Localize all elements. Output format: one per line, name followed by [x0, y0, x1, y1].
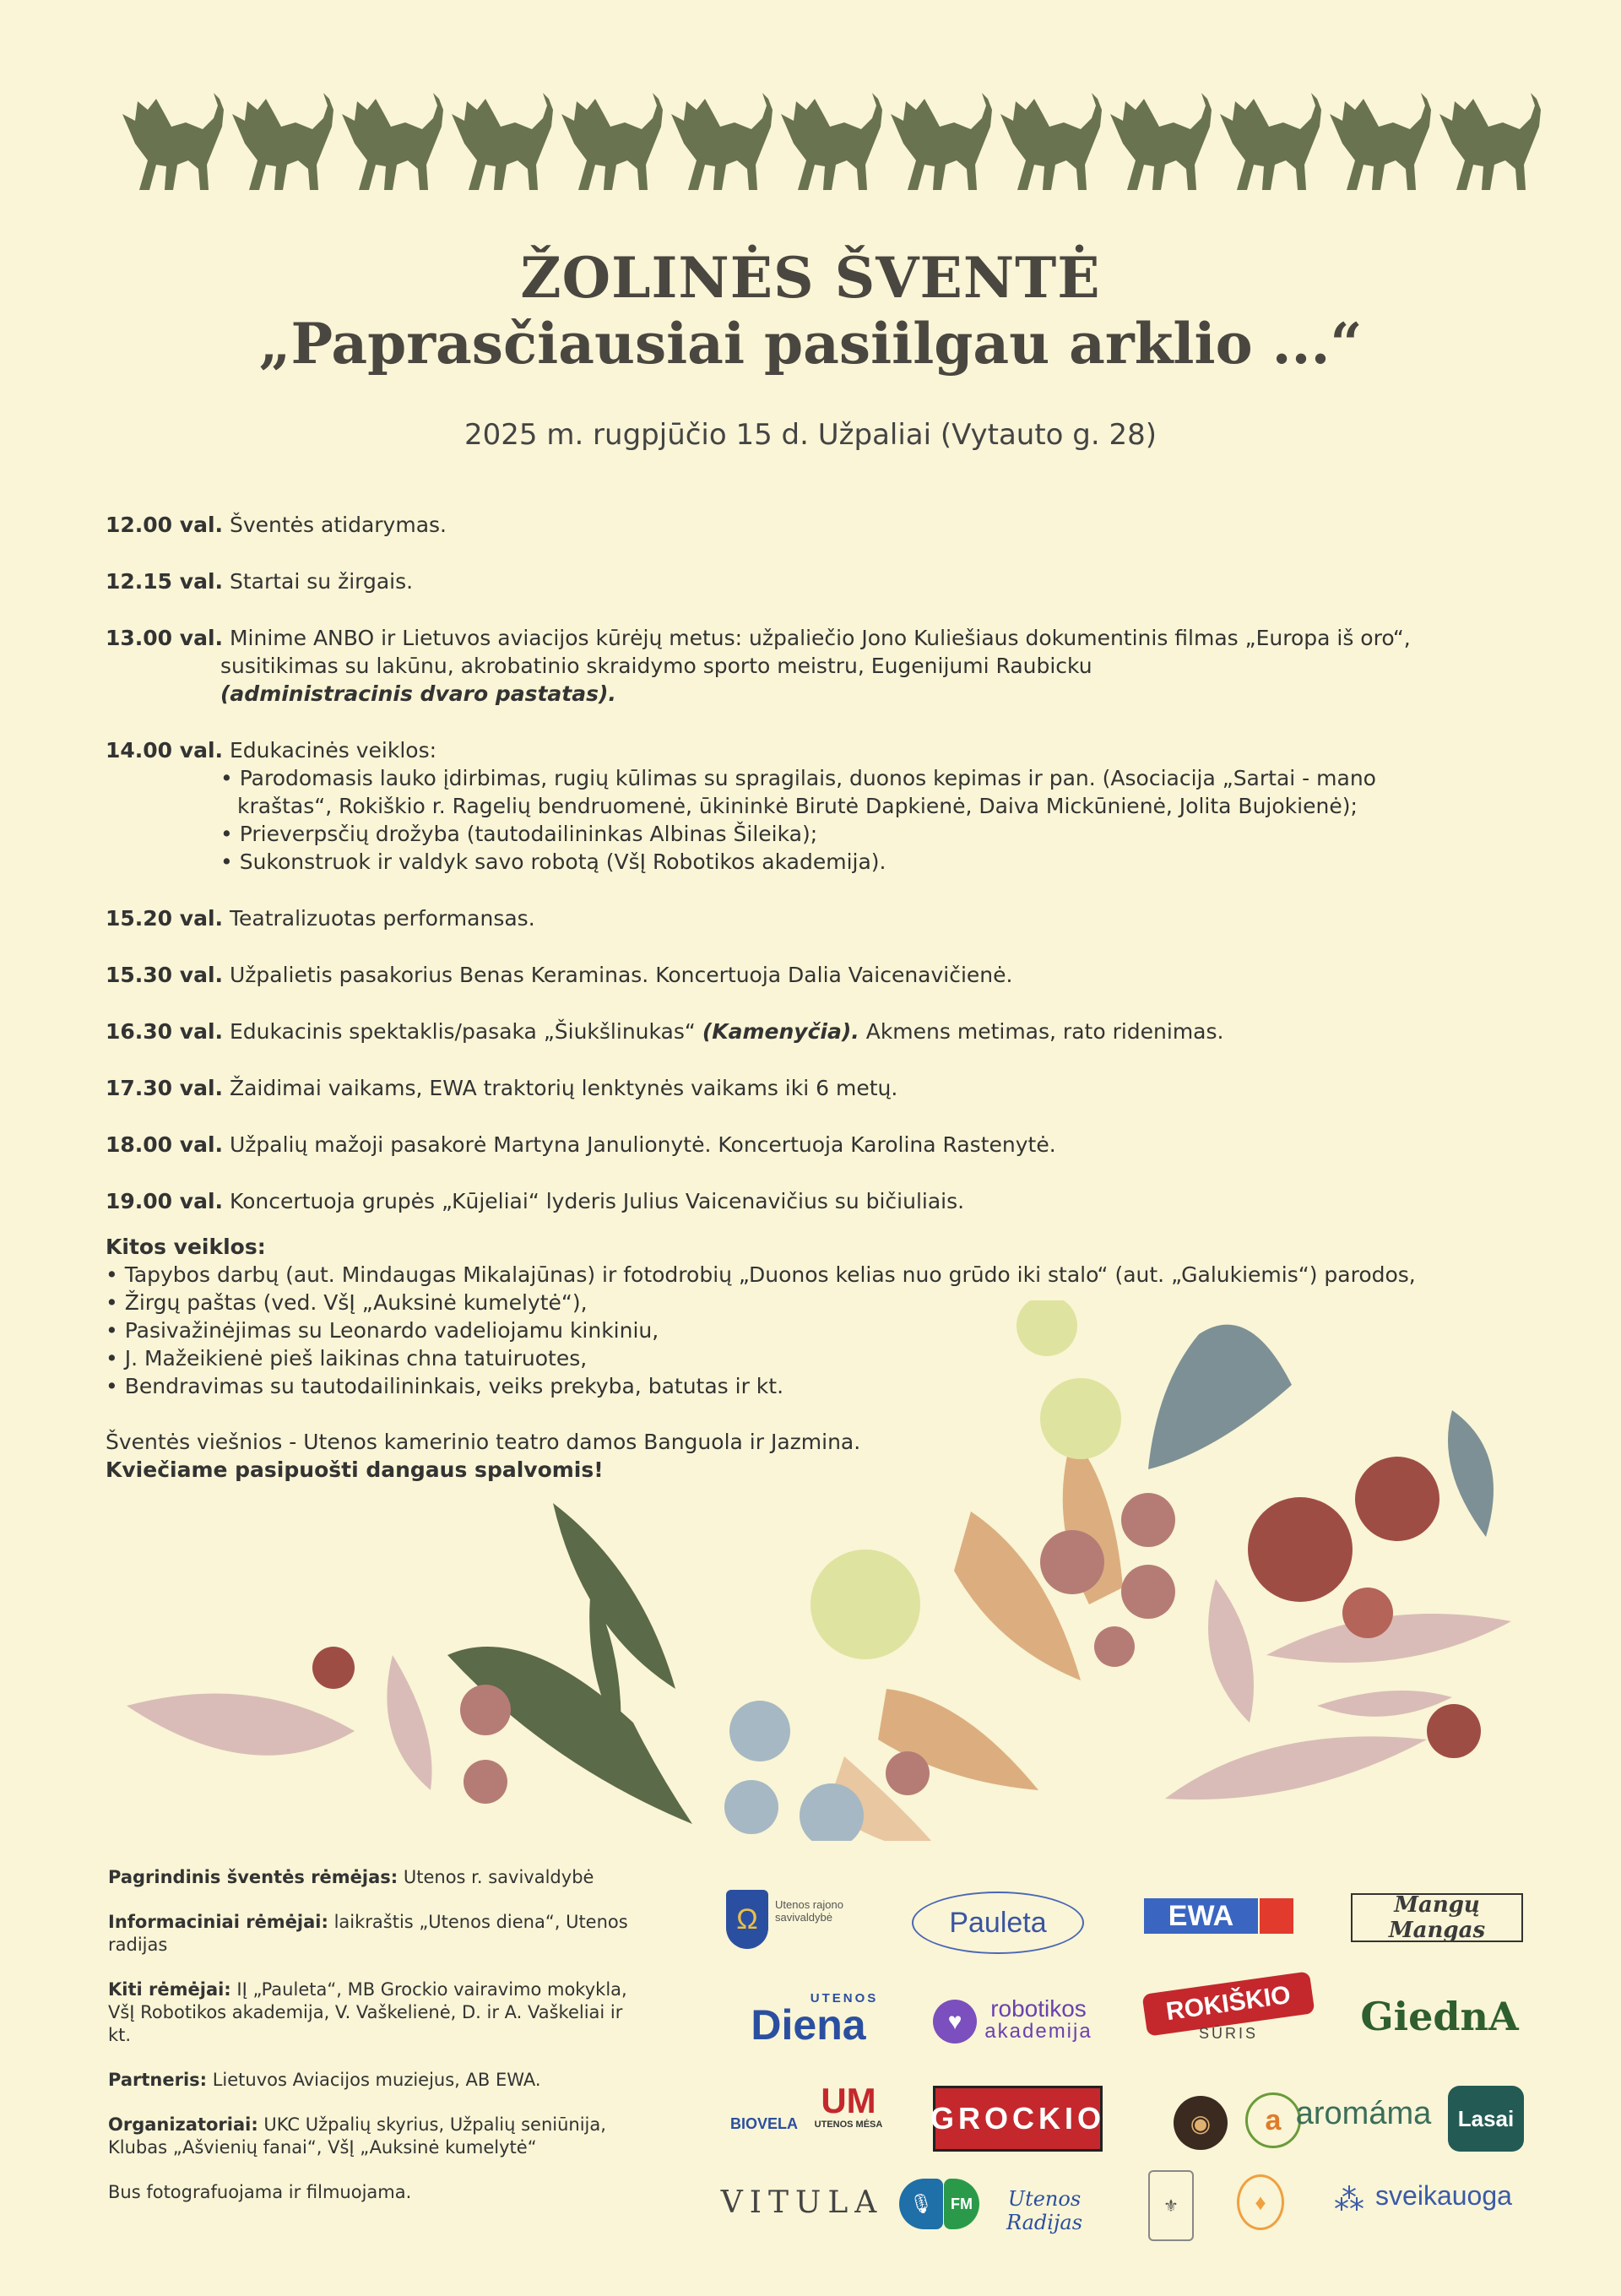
- grockio-logo: GROCKIO: [933, 2086, 1103, 2152]
- event-subtitle: „Paprasčiausiai pasiilgau arklio ...“: [258, 311, 1363, 377]
- horse-icon: [1220, 93, 1321, 190]
- horse-frieze: [114, 80, 1549, 215]
- event-date-location: 2025 m. rugpjūčio 15 d. Užpaliai (Vytauto g. 28): [464, 418, 1157, 452]
- event-title: ŽOLINĖS ŠVENTĖ: [520, 245, 1101, 311]
- program-list: [106, 511, 1541, 1244]
- sponsors-list: Pagrindinis šventės rėmėjas: Utenos r. savivaldybė Informaciniai rėmėjai: laikraštis „Utenos diena“, Utenos radijas Kiti rėmėjai: IĮ „Pauleta“, MB Grockio vairavimo mokykla, VšĮ Robotikos akademija, V. Vaškelienė, D. ir A. Vaškeliai ir kt. Partneris: Lietuvos Aviacijos muziejus, AB EWA. Organizatoriai: UKC Užpalių skyrius, Užpalių seniūnija, Klubas „Ašvienių fanai“, VšĮ „Auksinė kumelytė“ Bus fotografuojama ir filmuojama.: [108, 1867, 628, 2202]
- bakery-badge-icon: ◉: [1174, 2096, 1228, 2150]
- microphone-icon: 🎙: [899, 2179, 943, 2229]
- robotikos-logo: robotikos: [990, 1995, 1087, 2022]
- horse-icon: [891, 93, 992, 190]
- horse-icon: [1330, 93, 1431, 190]
- horse-icon: [781, 93, 882, 190]
- sponsor-logos: [709, 1875, 1570, 2263]
- horse-icon: [122, 93, 224, 190]
- vitula-logo: VITULA: [720, 2185, 884, 2220]
- horse-icon: [671, 93, 773, 190]
- aromama-logo: aromáma: [1295, 2096, 1432, 2131]
- mangu-mangas-logo: Mangų Mangas: [1351, 1893, 1523, 1942]
- horse-icon: [452, 93, 553, 190]
- utenos-diena-small: UTENOS: [810, 1991, 879, 2006]
- pauleta-logo: Pauleta: [912, 1892, 1084, 1954]
- blueberry-icon: ⁂: [1334, 2182, 1364, 2217]
- rokiskio-logo: ROKIŠKIO: [1141, 1971, 1315, 2036]
- um-logo: UM: [821, 2080, 876, 2120]
- program-item: 12.15 val. Startai su žirgais.: [106, 569, 414, 594]
- utena-logo-text: Utenos rajono savivaldybė: [775, 1898, 843, 1924]
- program-item: 17.30 val. Žaidimai vaikams, EWA traktorių lenktynės vaikams iki 6 metų.: [106, 1076, 898, 1100]
- aromama-a-icon: a: [1245, 2092, 1301, 2148]
- horse-icon: [1000, 93, 1102, 190]
- fm-badge: FM: [944, 2179, 979, 2229]
- program-item: 16.30 val. Edukacinis spektaklis/pasaka „Šiukšlinukas“ (Kamenyčia). Akmens metimas, rato ridenimas.: [106, 1019, 1224, 1044]
- horse-icon: [561, 93, 663, 190]
- horse-icon: [342, 93, 443, 190]
- diena-logo: Diena: [751, 2001, 866, 2049]
- suris-logo: SŪRIS: [1198, 2025, 1258, 2042]
- lasai-logo: Lasai: [1448, 2086, 1524, 2152]
- other-activities: Kitos veiklos: • Tapybos darbų (aut. Mindaugas Mikalajūnas) ir fotodrobių „Duonos kelias nuo grūdo iki stalo“ (aut. „Galukiemis“) parodos, • Žirgų paštas (ved. VšĮ „Auksinė kumelytė“), • Pasivažinėjimas su Leonardo vadeliojamu kinkiniu, • J. Mažeikienė pieš laikinas chna tatuiruotes, • Bendravimas su tautodailininkais, veiks prekyba, batutas ir kt. Šventės viešnios - Utenos kamerinio teatro damos Banguola ir Jazmina. Kviečiame pasipuošti dangaus spalvomis!: [106, 1235, 1416, 1482]
- sveikauoga-logo: sveikauoga: [1375, 2180, 1512, 2211]
- program-item: 15.30 val. Užpalietis pasakorius Benas Keraminas. Koncertuoja Dalia Vaicenavičienė.: [106, 963, 1013, 987]
- program-item: 14.00 val. Edukacinės veiklos: • Parodomasis lauko įdirbimas, rugių kūlimas su spragilais, duonos kepimas ir pan. (Asociacija „Sartai - mano kraštas“, Rokiškio r. Ragelių bendruomenė, ūkininkė Birutė Dapkienė, Daiva Mickūnienė, Jolita Bujokienė); • Prieverpsčių drožyba (tautodailininkas Albinas Šileika); • Sukonstruok ir valdyk savo robotą (VšĮ Robotikos akademija).: [106, 738, 1376, 874]
- program-item: 12.00 val. Šventės atidarymas.: [106, 513, 447, 537]
- ewa-red-square-icon: [1260, 1898, 1293, 1934]
- akademija-logo: akademija: [984, 2020, 1092, 2043]
- honey-drop-icon: ♦: [1237, 2174, 1284, 2230]
- giedna-logo: GiednA: [1360, 1994, 1519, 2039]
- program-item: 13.00 val. Minime ANBO ir Lietuvos aviacijos kūrėjų metus: užpaliečio Jono Kuliešiaus dokumentinis filmas „Europa iš oro“, susitikimas su lakūnu, akrobatinio skraidymo sporto meistru, Eugenijumi Raubicku (administracinis dvaro pastatas).: [106, 626, 1411, 706]
- program-item: 15.20 val. Teatralizuotas performansas.: [106, 906, 535, 931]
- horse-icon: [1439, 93, 1541, 190]
- robot-heart-icon: ♥: [933, 2000, 977, 2044]
- biovela-logo: BIOVELA: [729, 2115, 798, 2132]
- utenos-mesa-logo: UTENOS MĖSA: [814, 2120, 883, 2130]
- horse-icon: [232, 93, 333, 190]
- ewa-logo: EWA: [1144, 1898, 1258, 1934]
- utena-coat-of-arms-icon: Ω: [726, 1890, 768, 1949]
- institution-seal-icon: ⚜: [1148, 2170, 1194, 2241]
- utenos-radijas-logo: Utenos Radijas: [1006, 2187, 1083, 2234]
- program-item: 19.00 val. Koncertuoja grupės „Kūjeliai“ lyderis Julius Vaicenavičius su bičiuliais.: [106, 1189, 965, 1213]
- program-item: 18.00 val. Užpalių mažoji pasakorė Martyna Janulionytė. Koncertuoja Karolina Rastenytė.: [106, 1132, 1056, 1157]
- horse-icon: [1110, 93, 1212, 190]
